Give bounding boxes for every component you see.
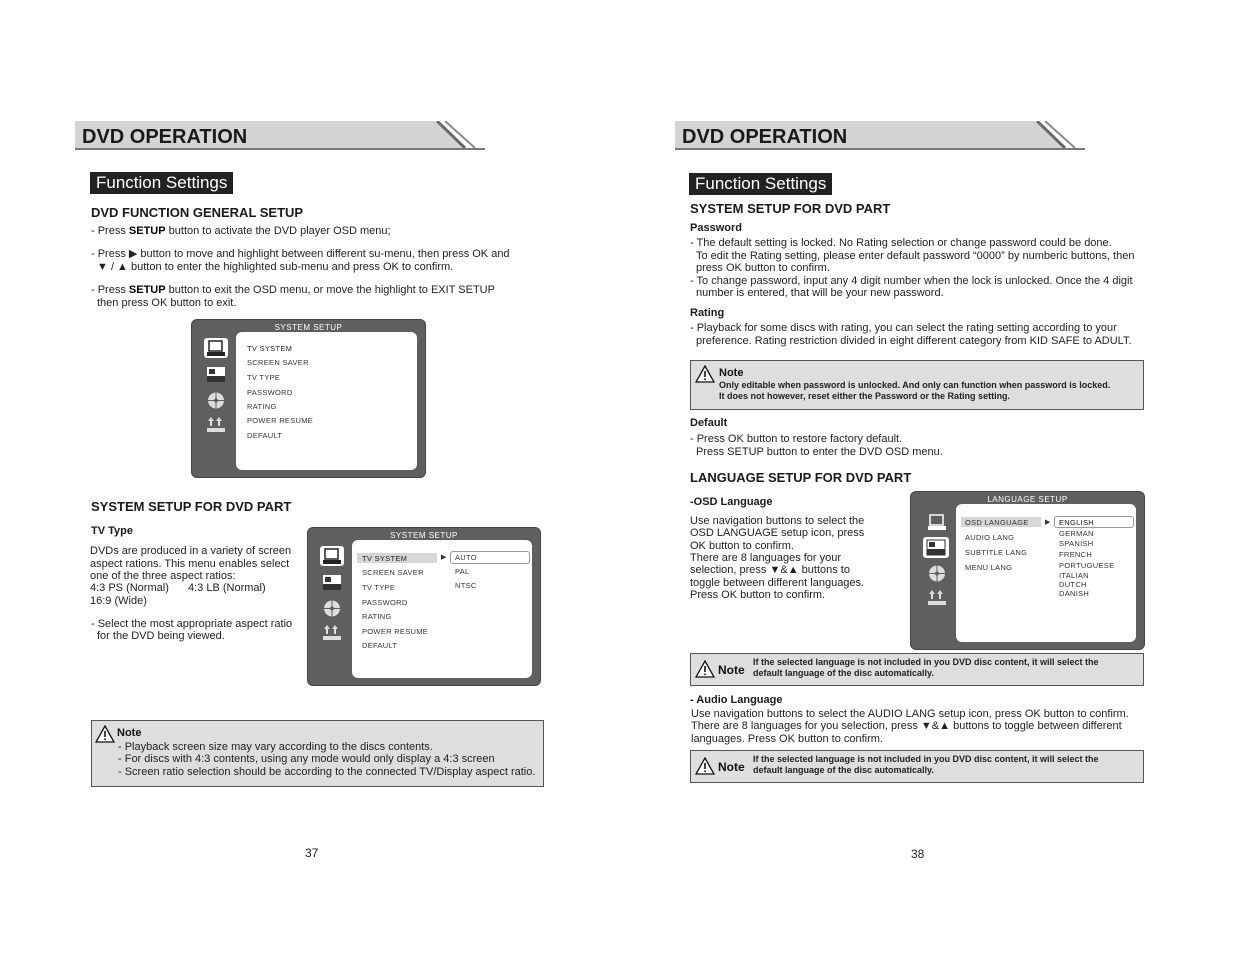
left-banner xyxy=(75,121,487,151)
general-line-2: - Press ▶ button to move and highlight between different su-menu, then press OK and xyxy=(91,248,510,260)
rating-heading: Rating xyxy=(690,307,725,319)
menu-item-screen-saver: SCREEN SAVER xyxy=(362,568,424,577)
menu-title: SYSTEM SETUP xyxy=(390,531,458,540)
menu-item-subtitle-lang: SUBTITLE LANG xyxy=(965,548,1028,557)
language-icon xyxy=(206,366,226,383)
menu-title: SYSTEM SETUP xyxy=(274,323,343,332)
lang-french: FRENCH xyxy=(1059,550,1093,559)
menu-item-power-resume: POWER RESUME xyxy=(362,627,429,636)
lang-portuguese: PORTUGUESE xyxy=(1059,561,1115,570)
osd-line-7: Press OK button to confirm. xyxy=(690,589,826,601)
audio-note-box xyxy=(690,750,1144,783)
disc-icon xyxy=(206,392,226,409)
note-line-2: default language of the disc automatically. xyxy=(753,668,934,678)
menu-item-rating: RATING xyxy=(247,402,277,411)
menu-title: LANGUAGE SETUP xyxy=(987,495,1068,504)
menu-item-tv-type: TV TYPE xyxy=(362,583,396,592)
note-line-3: - Screen ratio selection should be according to the connected TV/Display aspect ratio. xyxy=(118,766,536,778)
text-fragment: button to activate the DVD player OSD menu; xyxy=(165,225,391,237)
option-ntsc: NTSC xyxy=(455,581,477,590)
password-line-5: number is entered, that will be your new password. xyxy=(696,287,944,299)
note-label: Note xyxy=(719,367,744,379)
warning-icon xyxy=(695,365,715,383)
language-icon xyxy=(322,574,342,591)
osd-line-3: OK button to confirm. xyxy=(690,540,794,552)
banner-title: DVD OPERATION xyxy=(682,126,848,148)
note-label: Note xyxy=(117,727,142,739)
menu-item-tv-type: TV TYPE xyxy=(247,373,281,382)
page-number: 38 xyxy=(911,847,925,861)
lang-danish: DANISH xyxy=(1059,589,1090,598)
menu-item-tv-system: TV SYSTEM xyxy=(362,554,408,563)
lang-english: ENGLISH xyxy=(1059,518,1095,527)
banner-slant xyxy=(1033,121,1087,150)
exit-icon xyxy=(322,624,342,641)
note-line-2: default language of the disc automatically. xyxy=(753,765,934,775)
tvtype-line-2: aspect rations. This menu enables select xyxy=(90,558,290,570)
system-setup-menu-2 xyxy=(307,527,541,686)
menu-item-power-resume: POWER RESUME xyxy=(247,416,314,425)
arrow-right-icon: ▶ xyxy=(1045,519,1051,526)
warning-icon xyxy=(695,757,715,775)
right-banner xyxy=(675,121,1087,151)
default-heading: Default xyxy=(690,417,728,429)
menu-item-default: DEFAULT xyxy=(362,641,398,650)
system-heading: SYSTEM SETUP FOR DVD PART xyxy=(91,499,292,514)
menu-item-menu-lang: MENU LANG xyxy=(965,563,1013,572)
audio-line-3: languages. Press OK button to confirm. xyxy=(691,733,883,745)
password-line-3: press OK button to confirm. xyxy=(696,262,830,274)
menu-item-default: DEFAULT xyxy=(247,431,283,440)
osd-line-5: selection, press ▼&▲ buttons to xyxy=(690,564,850,576)
text-fragment: - Press xyxy=(91,225,129,237)
note-label: Note xyxy=(718,663,745,677)
exit-icon xyxy=(206,416,226,433)
general-line-5: then press OK button to exit. xyxy=(97,297,237,309)
menu-list xyxy=(956,504,1136,642)
banner-title: DVD OPERATION xyxy=(82,126,248,148)
menu-item-screen-saver: SCREEN SAVER xyxy=(247,358,309,367)
password-heading: Password xyxy=(690,222,742,234)
monitor-icon xyxy=(927,514,947,531)
warning-icon xyxy=(695,660,715,678)
general-line-4 xyxy=(91,284,495,297)
lang-italian: ITALIAN xyxy=(1059,571,1089,580)
audio-heading: - Audio Language xyxy=(690,694,783,706)
tvtype-line-6: - Select the most appropriate aspect ratio xyxy=(91,618,293,630)
system-heading: SYSTEM SETUP FOR DVD PART xyxy=(690,201,891,216)
general-line-1 xyxy=(91,225,391,238)
password-line-1: - The default setting is locked. No Rating selection or change password could be done. xyxy=(690,237,1112,249)
tvtype-line-7: for the DVD being viewed. xyxy=(97,630,225,642)
note-line-2: - For discs with 4:3 contents, using any mode would only display a 4:3 screen xyxy=(118,753,495,765)
audio-line-2: There are 8 languages for you selection, press ▼&▲ buttons to toggle between different xyxy=(691,720,1122,732)
exit-icon xyxy=(927,589,947,606)
lang-german: GERMAN xyxy=(1059,529,1094,538)
note-label: Note xyxy=(718,760,745,774)
page-number: 37 xyxy=(305,846,319,860)
menu-item-tv-system: TV SYSTEM xyxy=(247,344,293,353)
section-tag: Function Settings xyxy=(689,173,832,195)
note-line-2: It does not however, reset either the Password or the Rating setting. xyxy=(719,391,1011,401)
osd-line-4: There are 8 languages for your xyxy=(690,552,842,564)
arrow-right-icon: ▶ xyxy=(441,554,447,561)
note-line-1: If the selected language is not included in you DVD disc content, it will select the xyxy=(753,657,1099,667)
general-line-3: ▼ / ▲ button to enter the highlighted sub-menu and press OK to confirm. xyxy=(97,261,454,273)
tvtype-line-1: DVDs are produced in a variety of screen xyxy=(90,545,292,557)
tvtype-line-4a: 4:3 PS (Normal) xyxy=(90,582,169,594)
system-setup-menu-1 xyxy=(191,319,426,478)
audio-line-1: Use navigation buttons to select the AUDIO LANG setup icon, press OK button to confirm. xyxy=(691,708,1129,720)
left-note-box xyxy=(91,720,544,787)
note-line-1: Only editable when password is unlocked. And only can function when password is locked. xyxy=(719,380,1111,390)
menu-list xyxy=(352,540,532,678)
lang-dutch: DUTCH xyxy=(1059,580,1087,589)
monitor-icon xyxy=(322,548,342,565)
osd-line-1: Use navigation buttons to select the xyxy=(690,515,865,527)
tvtype-line-3: one of the three aspect ratios: xyxy=(90,570,236,582)
default-line-2: Press SETUP button to enter the DVD OSD menu. xyxy=(696,446,943,458)
option-pal: PAL xyxy=(455,567,470,576)
warning-icon xyxy=(95,725,115,743)
section-tag: Function Settings xyxy=(90,172,233,194)
language-setup-menu xyxy=(910,491,1145,650)
osd-line-2: OSD LANGUAGE setup icon, press xyxy=(690,527,865,539)
text-fragment: button to exit the OSD menu, or move the highlight to EXIT SETUP xyxy=(165,284,495,296)
option-auto: AUTO xyxy=(455,553,477,562)
general-heading: DVD FUNCTION GENERAL SETUP xyxy=(91,205,304,220)
tvtype-heading: TV Type xyxy=(91,525,133,537)
menu-list xyxy=(236,332,417,470)
note-line-1: - Playback screen size may vary according to the discs contents. xyxy=(118,741,433,753)
osd-note-box xyxy=(690,653,1144,686)
menu-item-rating: RATING xyxy=(362,612,392,621)
password-line-2: To edit the Rating setting, please enter default password “0000” by numberic buttons, then xyxy=(696,250,1135,262)
language-icon xyxy=(926,539,946,556)
default-line-1: - Press OK button to restore factory default. xyxy=(690,433,903,445)
rating-line-1: - Playback for some discs with rating, you can select the rating setting according to your xyxy=(690,322,1117,334)
osd-heading: -OSD Language xyxy=(690,496,773,508)
menu-item-password: PASSWORD xyxy=(247,388,293,397)
banner-slant xyxy=(433,121,487,150)
rating-line-2: preference. Rating restriction divided in eight different category from KID SAFE to ADULT. xyxy=(696,335,1132,347)
note-line-1: If the selected language is not included in you DVD disc content, it will select the xyxy=(753,754,1099,764)
monitor-icon xyxy=(206,340,226,357)
osd-line-6: toggle between different languages. xyxy=(690,577,865,589)
disc-icon xyxy=(322,600,342,617)
tvtype-line-5: 16:9 (Wide) xyxy=(90,595,147,607)
password-note-box xyxy=(690,360,1144,410)
language-heading: LANGUAGE SETUP FOR DVD PART xyxy=(690,470,912,485)
menu-item-password: PASSWORD xyxy=(362,598,408,607)
text-fragment: - Press xyxy=(91,284,129,296)
password-line-4: - To change password, input any 4 digit number when the lock is unlocked. Once the 4 digit xyxy=(690,275,1133,287)
setup-keyword: SETUP xyxy=(128,284,166,296)
menu-item-osd-language: OSD LANGUAGE xyxy=(965,518,1029,527)
disc-icon xyxy=(927,565,947,582)
setup-keyword: SETUP xyxy=(128,225,166,237)
tvtype-line-4b: 4:3 LB (Normal) xyxy=(188,582,266,594)
menu-item-audio-lang: AUDIO LANG xyxy=(965,533,1015,542)
lang-spanish: SPANISH xyxy=(1059,539,1094,548)
